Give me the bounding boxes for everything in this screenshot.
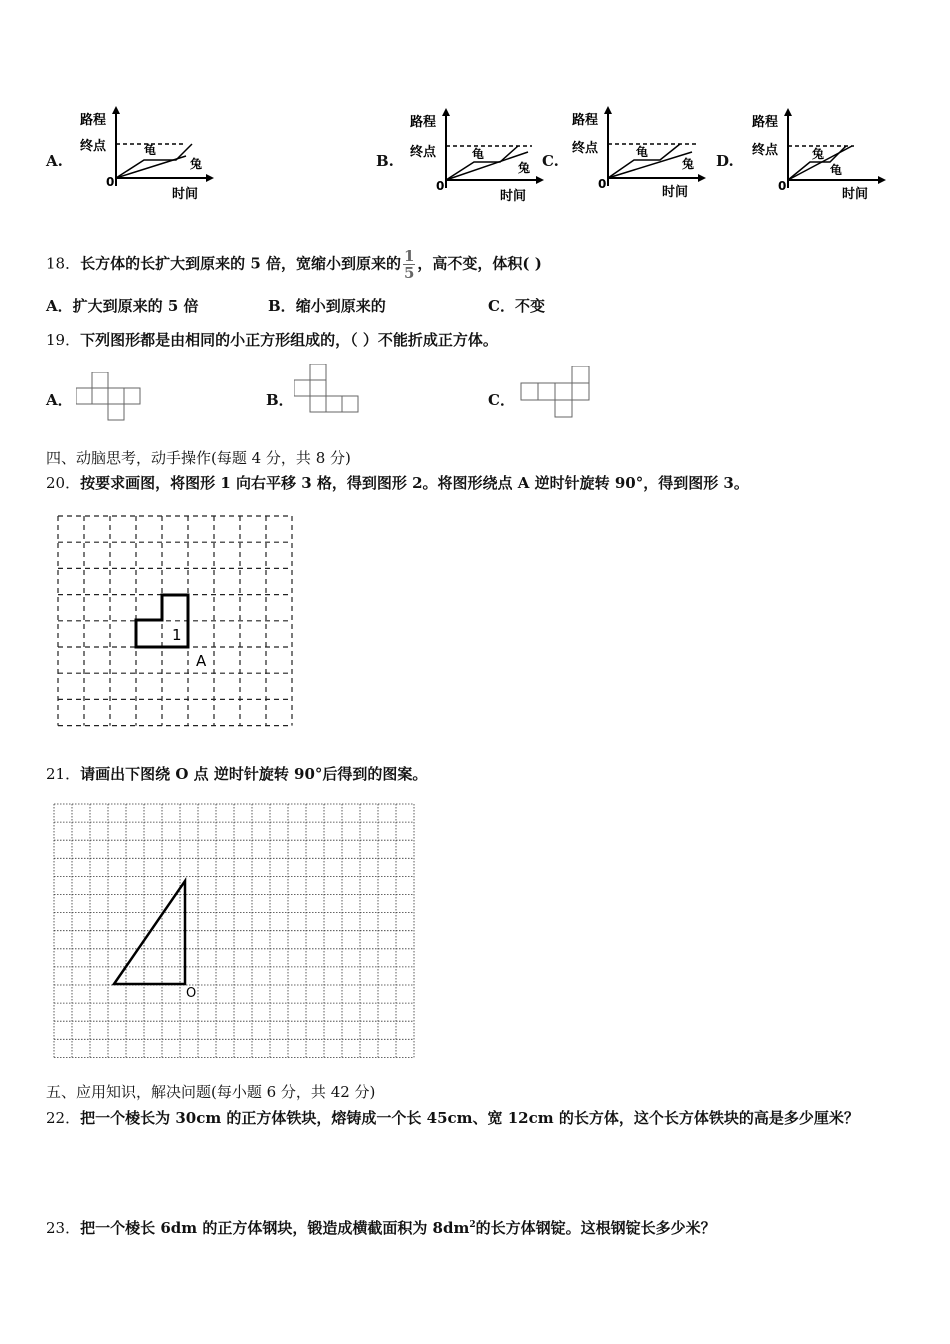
point-o-label: O bbox=[186, 986, 197, 1001]
q19-option-c-label: C． bbox=[488, 391, 515, 409]
path-label: 路程 bbox=[410, 115, 437, 130]
q19-option-a-net bbox=[76, 372, 142, 422]
q20-grid-figure bbox=[50, 510, 310, 734]
question-text: 请画出下图绕 O 点 逆时针旋转 90°后得到的图案。 bbox=[80, 765, 428, 783]
question-text: 按要求画图，将图形 1 向右平移 3 格，得到图形 2。将图形绕点 A 逆时针旋转 90°，得到图形 3。 bbox=[80, 474, 749, 492]
question-text: 把一个棱长 6dm 的正方体钢块，锻造成横截面积为 8dm bbox=[80, 1219, 470, 1237]
option-b-label: B. bbox=[376, 152, 394, 170]
point-a-label: A bbox=[196, 652, 207, 670]
path-label: 路程 bbox=[80, 113, 107, 128]
q18-option-c: C．不变 bbox=[488, 297, 545, 315]
origin-label: 0 bbox=[436, 179, 445, 193]
question-text-tail: ，高不变，体积( ) bbox=[417, 254, 542, 273]
q19-option-a-label: A． bbox=[46, 391, 73, 409]
rabbit-label: 兔 bbox=[812, 147, 825, 161]
question-text-tail: 的长方体钢锭。这根钢锭长多少米？ bbox=[475, 1219, 716, 1237]
rabbit-label: 兔 bbox=[682, 157, 695, 171]
question-number: 23． bbox=[46, 1219, 81, 1237]
question-number: 19． bbox=[46, 331, 81, 349]
q21-grid-figure bbox=[50, 800, 418, 1062]
path-label: 路程 bbox=[752, 115, 779, 130]
question-number: 20． bbox=[46, 474, 81, 492]
question-22 bbox=[46, 1108, 859, 1128]
section-5-heading: 五、应用知识，解决问题(每小题 6 分，共 42 分) bbox=[46, 1083, 376, 1101]
question-number: 21． bbox=[46, 765, 81, 783]
path-label: 路程 bbox=[572, 113, 599, 128]
q18-option-b: B．缩小到原来的 bbox=[268, 297, 386, 315]
figure-1-label: 1 bbox=[172, 626, 182, 644]
question-20 bbox=[46, 473, 749, 493]
tortoise-label: 龟 bbox=[636, 145, 649, 159]
question-text: 长方体的长扩大到原来的 5 倍，宽缩小到原来的 bbox=[80, 254, 401, 273]
question-18 bbox=[46, 248, 542, 281]
q19-option-c-net bbox=[520, 366, 592, 422]
option-d-label: D. bbox=[716, 152, 734, 170]
question-19 bbox=[46, 330, 498, 350]
option-c-label: C. bbox=[542, 152, 559, 170]
question-text: 把一个棱长为 30cm 的正方体铁块，熔铸成一个长 45cm、宽 12cm 的长方体，这个长方体铁块的高是多少厘米？ bbox=[80, 1109, 859, 1127]
tortoise-label: 龟 bbox=[472, 147, 485, 161]
question-21 bbox=[46, 764, 427, 784]
section-4-heading: 四、动脑思考，动手操作(每题 4 分，共 8 分) bbox=[46, 449, 351, 467]
rabbit-label: 兔 bbox=[190, 157, 203, 171]
option-a-graph bbox=[76, 104, 216, 204]
option-b-graph bbox=[406, 106, 546, 206]
tortoise-label: 龟 bbox=[144, 143, 157, 157]
fraction-numerator: 1 bbox=[403, 247, 415, 265]
option-d-graph bbox=[748, 106, 888, 206]
q19-option-b-label: B． bbox=[266, 391, 294, 409]
time-label: 时间 bbox=[172, 187, 199, 202]
option-a-label: A. bbox=[46, 152, 63, 170]
question-23 bbox=[46, 1215, 716, 1238]
q18-option-a: A．扩大到原来的 5 倍 bbox=[46, 297, 199, 315]
superscript: 2 bbox=[469, 1220, 476, 1230]
question-number: 22． bbox=[46, 1109, 81, 1127]
origin-label: 0 bbox=[106, 175, 115, 189]
time-label: 时间 bbox=[662, 185, 689, 200]
finish-label: 终点 bbox=[752, 143, 779, 158]
tortoise-label: 龟 bbox=[830, 163, 843, 177]
rabbit-label: 兔 bbox=[518, 161, 531, 175]
q19-option-b-net bbox=[294, 364, 360, 414]
fraction bbox=[403, 248, 415, 281]
origin-label: 0 bbox=[778, 179, 787, 193]
finish-label: 终点 bbox=[572, 141, 599, 156]
finish-label: 终点 bbox=[80, 139, 107, 154]
fraction-denominator: 5 bbox=[403, 264, 415, 282]
finish-label: 终点 bbox=[410, 145, 437, 160]
question-number: 18． bbox=[46, 254, 81, 273]
option-c-graph bbox=[568, 104, 708, 204]
origin-label: 0 bbox=[598, 177, 607, 191]
time-label: 时间 bbox=[842, 187, 869, 202]
time-label: 时间 bbox=[500, 189, 527, 204]
question-text: 下列图形都是由相同的小正方形组成的，（ ）不能折成正方体。 bbox=[80, 331, 498, 349]
